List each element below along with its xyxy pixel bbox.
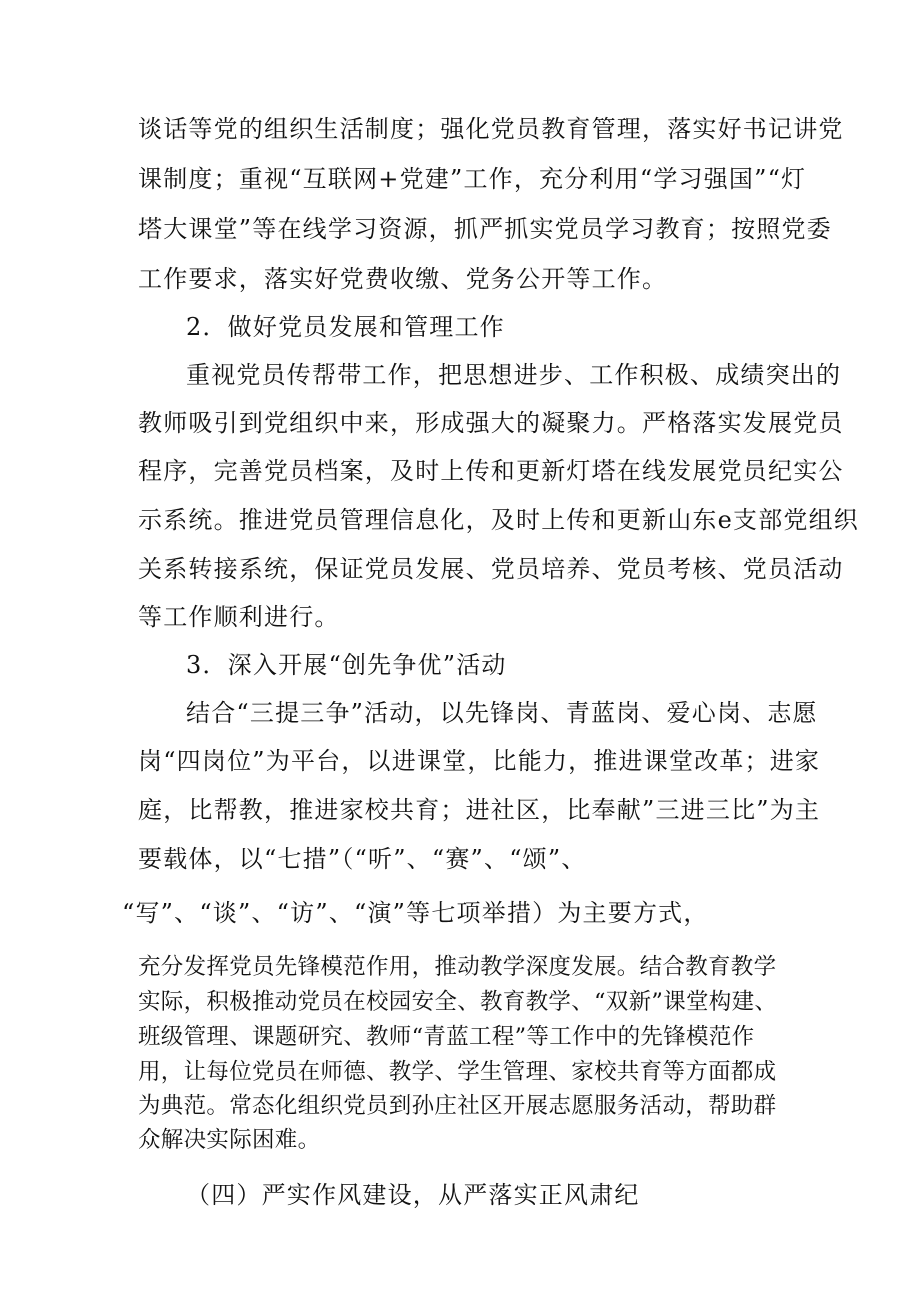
paragraph-line: 班级管理、课题研究、教师“青蓝工程”等工作中的先锋模范作 bbox=[138, 1024, 755, 1050]
paragraph-line: 等工作顺利进行。 bbox=[138, 603, 340, 631]
paragraph-line: 结合“三提三争”活动，以先锋岗、青蓝岗、爱心岗、志愿 bbox=[186, 699, 818, 727]
paragraph-line: 谈话等党的组织生活制度；强化党员教育管理，落实好书记讲党 bbox=[138, 115, 844, 143]
paragraph-line: 充分发挥党员先锋模范作用，推动教学深度发展。结合教育教学 bbox=[138, 954, 777, 980]
paragraph-line: 岗“四岗位”为平台，以进课堂，比能力，推进课堂改革；进家 bbox=[138, 747, 821, 775]
paragraph-line: 关系转接系统，保证党员发展、党员培养、党员考核、党员活动 bbox=[138, 555, 844, 583]
paragraph-line: 用，让每位党员在师德、教学、学生管理、家校共育等方面都成 bbox=[138, 1059, 777, 1085]
paragraph-line: 重视党员传帮带工作，把思想进步、工作积极、成绩突出的 bbox=[186, 361, 842, 389]
paragraph-line: 塔大课堂”等在线学习资源，抓严抓实党员学习教育；按照党委 bbox=[138, 215, 832, 243]
paragraph-line: 教师吸引到党组织中来，形成强大的凝聚力。严格落实发展党员 bbox=[138, 409, 844, 437]
subsection-heading-4: （四）严实作风建设，从严落实正风肃纪 bbox=[186, 1181, 640, 1209]
paragraph-line: 庭，比帮教，推进家校共育；进社区，比奉献”三进三比”为主 bbox=[138, 796, 821, 824]
paragraph-line: 程序，完善党员档案，及时上传和更新灯塔在线发展党员纪实公 bbox=[138, 457, 844, 485]
section-heading-3: 3．深入开展“创先争优”活动 bbox=[186, 651, 507, 679]
paragraph-line: 为典范。常态化组织党员到孙庄社区开展志愿服务活动，帮助群 bbox=[138, 1093, 777, 1119]
paragraph-line: 要载体，以“七措”（“听”、“赛”、“颂”、 bbox=[138, 845, 587, 873]
paragraph-line: 示系统。推进党员管理信息化，及时上传和更新山东e支部党组织 bbox=[138, 506, 860, 534]
paragraph-line: 实际，积极推动党员在校园安全、教育教学、“双新”课堂构建、 bbox=[138, 989, 778, 1015]
paragraph-line: 工作要求，落实好党费收缴、党务公开等工作。 bbox=[138, 265, 668, 293]
paragraph-line: “写”、“谈”、“访”、“演”等七项举措）为主要方式， bbox=[122, 899, 709, 927]
paragraph-line: 课制度；重视“互联网+党建”工作，充分利用“学习强国”“灯 bbox=[138, 165, 807, 193]
paragraph-line: 众解决实际困难。 bbox=[138, 1127, 321, 1153]
section-heading-2: 2．做好党员发展和管理工作 bbox=[186, 313, 505, 341]
